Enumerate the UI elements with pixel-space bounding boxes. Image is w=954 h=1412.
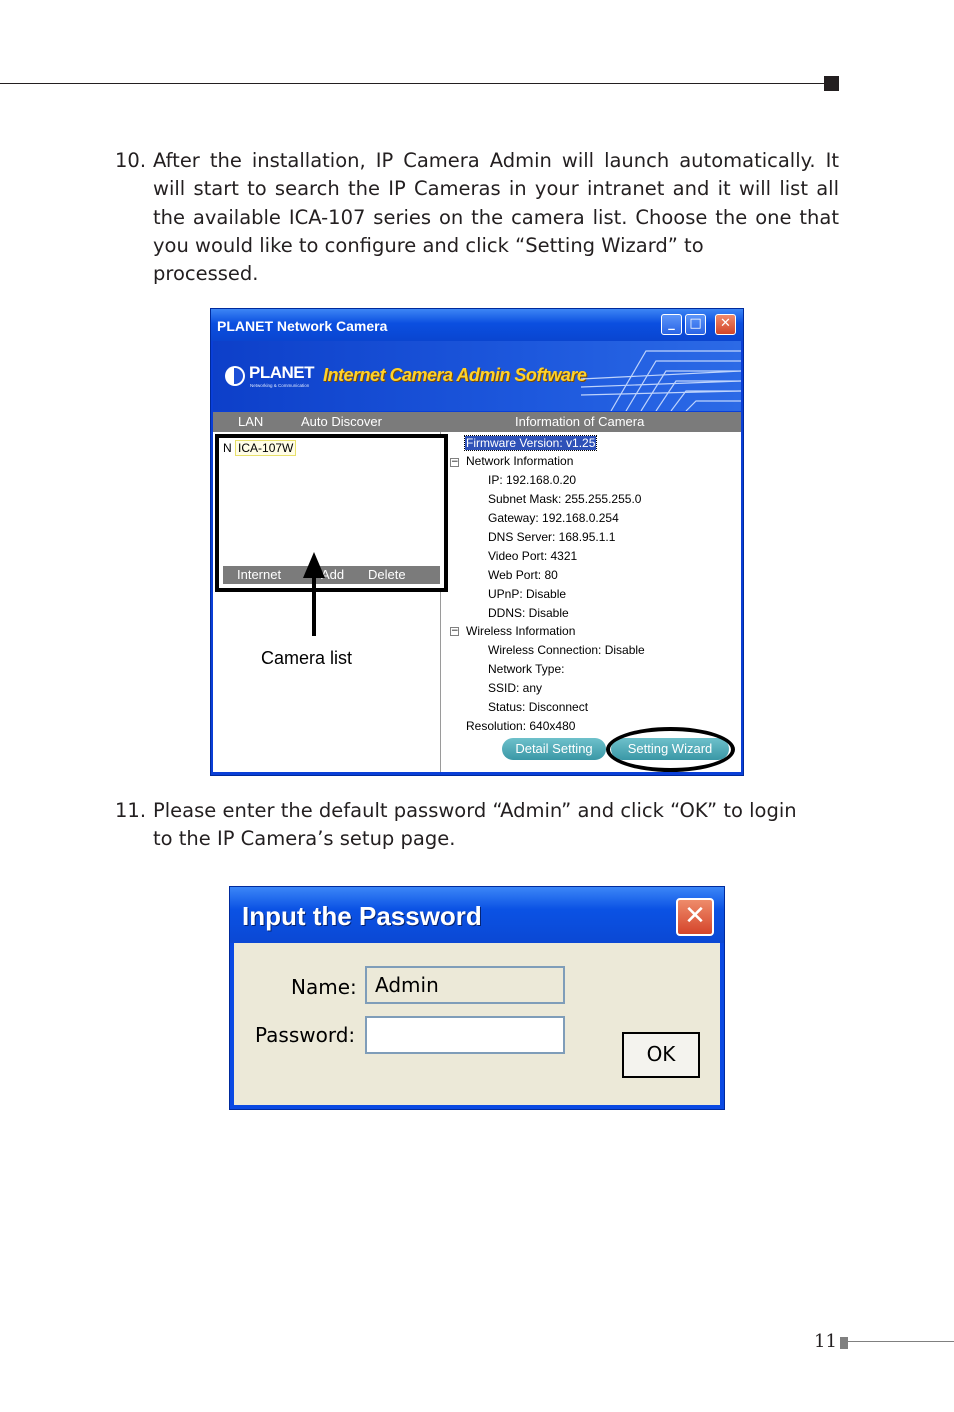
title-bar (211, 309, 743, 341)
planet-logo-icon (225, 366, 245, 386)
info-network-type: Network Type: (488, 662, 565, 676)
info-video-port: Video Port: 4321 (488, 549, 578, 563)
info-web-port: Web Port: 80 (488, 568, 558, 582)
step-10 (115, 147, 839, 288)
camera-marker: N (223, 441, 232, 455)
admin-software-window (210, 308, 744, 776)
step-11 (115, 797, 839, 854)
setting-wizard-button[interactable]: Setting Wizard (611, 738, 729, 760)
footer-rule (848, 1341, 954, 1342)
planet-logo: PLANET (249, 363, 314, 382)
dialog-title-bar (230, 887, 724, 943)
delete-button[interactable]: Delete (368, 567, 406, 582)
network-info-heading: Network Information (466, 454, 574, 468)
info-upnp: UPnP: Disable (488, 587, 567, 601)
info-resolution: Resolution: 640x480 (466, 719, 576, 733)
info-ddns: DDNS: Disable (488, 606, 569, 620)
footer-square-marker (840, 1337, 848, 1349)
step-text-last-line: processed. (153, 262, 259, 286)
step-text-last-line: to the IP Camera’s setup page. (153, 827, 456, 851)
tab-lan[interactable]: LAN (238, 414, 264, 429)
name-label: Name: (291, 975, 357, 999)
ok-button[interactable]: OK (622, 1032, 700, 1078)
close-button[interactable]: ✕ (715, 314, 736, 335)
collapse-wireless-icon[interactable]: − (451, 626, 459, 636)
banner-title: Internet Camera Admin Software (323, 365, 587, 385)
info-dns: DNS Server: 168.95.1.1 (488, 530, 616, 544)
firmware-version[interactable]: Firmware Version: v1.25 (466, 436, 596, 450)
step-number: 11. (115, 799, 147, 822)
header-square-marker (824, 76, 839, 91)
maximize-button[interactable]: □ (685, 314, 706, 335)
camera-list-box (215, 434, 448, 592)
dialog-body (234, 943, 720, 1105)
tab-auto-discover[interactable]: Auto Discover (301, 414, 382, 429)
step-text: After the installation, IP Camera Admin will launch automatically. It will start to search the IP Cameras in your intranet and it will list all the available ICA-107 series on the camera list. Choose the one that you would like to configure and click “Setting Wizard” to (153, 149, 839, 257)
dialog-close-button[interactable]: ✕ (676, 898, 714, 936)
window-title: PLANET Network Camera (217, 318, 388, 334)
dialog-title: Input the Password (242, 901, 482, 931)
add-button[interactable]: Add (321, 567, 345, 582)
info-ip: IP: 192.168.0.20 (488, 473, 577, 487)
password-label: Password: (255, 1023, 356, 1047)
internet-button[interactable]: Internet (237, 567, 282, 582)
info-status: Status: Disconnect (488, 700, 589, 714)
building-graphic-icon (571, 341, 741, 411)
step-text: Please enter the default password “Admin” and click “OK” to login (153, 799, 797, 822)
camera-list-buttons (223, 566, 440, 584)
camera-list-item[interactable] (223, 441, 296, 455)
password-field[interactable] (365, 1016, 565, 1054)
window-content (213, 432, 741, 772)
password-dialog (229, 886, 725, 1110)
callout-arrow-line (312, 570, 316, 636)
highlight-ring (606, 727, 735, 772)
info-subnet: Subnet Mask: 255.255.255.0 (488, 492, 642, 506)
header-rule (0, 83, 826, 84)
wireless-info-heading: Wireless Information (466, 624, 576, 638)
detail-setting-button[interactable]: Detail Setting (502, 738, 606, 760)
tab-information-of-camera[interactable]: Information of Camera (515, 414, 645, 429)
info-ssid: SSID: any (488, 681, 543, 695)
planet-logo-subtitle: Networking & Communication (250, 383, 310, 388)
camera-name: ICA-107W (235, 440, 296, 456)
name-field[interactable] (365, 966, 565, 1004)
info-gateway: Gateway: 192.168.0.254 (488, 511, 619, 525)
info-wireless-connection: Wireless Connection: Disable (488, 643, 645, 657)
collapse-network-icon[interactable]: − (451, 457, 459, 467)
software-banner (213, 341, 741, 411)
camera-list-callout: Camera list (261, 648, 353, 668)
page-number: 11 (814, 1331, 837, 1352)
tab-bar (213, 412, 741, 432)
step-number: 10. (115, 149, 147, 172)
minimize-button[interactable]: _ (661, 314, 682, 335)
